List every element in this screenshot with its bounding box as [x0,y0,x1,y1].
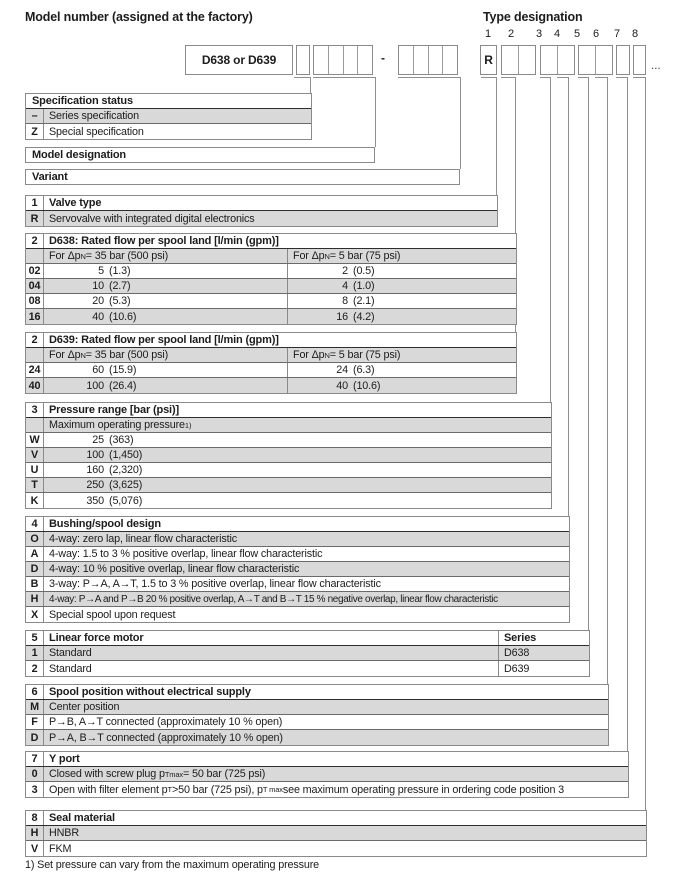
code-cell: X [26,607,44,622]
value-cell: 10 (2.7) [44,279,288,293]
section-pressure-range [25,402,552,509]
section-header-row [26,685,608,700]
model-number-dash: - [381,51,385,65]
section-title: Linear force motor [44,631,499,645]
desc-cell: 3-way: P→A, A→T, 1.5 to 3 % positive overlap, linear flow characteristic [49,578,381,590]
position-number-6: 6 [593,28,599,40]
desc-cell: Open with filter element p T >50 bar (725 psi), p T max see maximum operating pressure in ordering code position 3 [49,783,565,796]
table-row [26,448,551,463]
digit-cell [329,46,344,74]
value-cell: 40 (10.6) [44,309,288,324]
value-cell: 4 (1.0) [342,280,375,292]
section-header-row [26,403,551,418]
pressure-bushing-boxes [540,45,575,75]
section-header-row [26,752,628,767]
connector-line [481,77,496,78]
table-row [26,363,516,378]
digit-cell [443,46,457,74]
connector-line [627,77,628,751]
model-designation-boxes [313,45,373,75]
section-header-row [26,811,646,826]
connector-line [540,77,550,78]
variant-box: Variant [25,169,460,185]
code-cell: H [26,592,44,606]
series-cell: D639 [504,662,530,675]
flow-code-boxes [501,45,536,75]
code-cell: V [26,448,44,462]
desc-cell: Closed with screw plug p Tmax = 50 bar (725 psi) [49,768,266,780]
desc-cell: Servovalve with integrated digital electronics [49,212,255,225]
series-cell: D638 [504,647,530,659]
value-cell: 20 (5.3) [44,294,288,308]
value-cell: 24 (6.3) [336,364,375,376]
section-title: Bushing/spool design [49,518,161,530]
table-row [26,767,628,782]
table-row [26,562,569,577]
table-row [26,592,569,607]
desc-cell: P→B, A→T connected (approximately 10 % open) [49,716,283,728]
digit-cell [579,46,596,74]
section-number: 3 [26,403,44,417]
section-header-row [26,333,516,348]
value-cell: 2 (0.5) [342,265,375,277]
value-cell: 40 (10.6) [336,379,381,392]
table-row [26,433,551,448]
code-cell: 3 [26,782,44,797]
table-row [26,264,516,279]
table-row [26,841,646,856]
position-number-3: 3 [536,28,542,40]
code-cell [26,418,44,432]
section-number: 2 [26,234,44,248]
connector-line [501,77,515,78]
section-number: 5 [26,631,44,645]
code-cell: A [26,547,44,561]
code-cell: 2 [26,661,44,676]
column-header-row [26,249,516,264]
table-row [26,715,608,730]
desc-cell: Special specification [49,125,144,138]
digit-cell [558,46,574,74]
code-cell: 04 [26,279,44,293]
code-cell: H [26,826,44,840]
code-cell: W [26,433,44,447]
code-cell: D [26,730,44,745]
connector-line [568,77,569,516]
column-header: For Δp N = 5 bar (75 psi) [293,250,401,262]
position-number-2: 2 [508,28,514,40]
code-cell: O [26,532,44,546]
connector-line [550,77,551,402]
value-cell: 16 (4.2) [336,310,375,323]
table-row [26,646,589,661]
section-number: 6 [26,685,44,699]
code-cell: B [26,577,44,591]
code-cell: F [26,715,44,729]
section-title: D639: Rated flow per spool land [l/min (gpm)] [49,334,279,346]
value-cell: 160 (2,320) [86,464,143,476]
column-header: For Δp N = 35 bar (500 psi) [44,249,288,263]
code-cell [26,249,44,263]
digit-cell [414,46,429,74]
table-row [26,532,569,547]
footnote: 1) Set pressure can vary from the maximum operating pressure [25,859,320,871]
table-row [26,661,589,676]
code-cell: R [26,211,44,226]
table-row [26,279,516,294]
variant-boxes [398,45,458,75]
connector-line [557,77,568,78]
table-row [26,493,551,508]
section-header-row [26,631,589,646]
section-number: 2 [26,333,44,347]
section-flow-d639 [25,332,517,394]
section-number: 1 [26,196,44,210]
digit-cell [541,46,558,74]
section-y-port [25,751,629,798]
connector-line [294,77,310,78]
code-cell: U [26,463,44,477]
valve-type-code-box: R [480,45,497,75]
connector-line [375,77,376,147]
code-cell: – [26,109,44,123]
position-number-8: 8 [632,28,638,40]
section-header-row [26,234,516,249]
value-cell: 8 (2.1) [342,295,375,307]
digit-cell [344,46,359,74]
desc-cell: 4-way: 10 % positive overlap, linear flow characteristic [49,563,300,575]
table-row [26,211,497,226]
section-header-row [26,196,497,211]
column-header: For Δp N = 5 bar (75 psi) [293,349,401,361]
value-cell: 100 (26.4) [44,378,288,393]
section-number: 8 [26,811,44,825]
connector-line [310,77,311,93]
desc-cell: 4-way: 1.5 to 3 % positive overlap, linear flow characteristic [49,548,323,560]
code-cell: D [26,562,44,576]
digit-cell [519,46,535,74]
digit-cell [429,46,444,74]
desc-cell: 4-way: P→A and P→B 20 % positive overlap, A→T and B→T 15 % negative overlap, linear flow characteristic [49,593,498,605]
seal-box [633,45,646,75]
value-cell: 25 (363) [92,434,134,446]
table-row [26,478,551,493]
section-flow-d638 [25,233,517,325]
connector-line [578,77,588,78]
table-row [26,124,311,139]
position-number-5: 5 [574,28,580,40]
desc-cell: 4-way: zero lap, linear flow characteristic [49,533,237,545]
position-number-1: 1 [485,28,491,40]
value-cell: 60 (15.9) [44,363,288,377]
section-number: 4 [26,517,44,531]
code-cell: 0 [26,767,44,781]
section-title: Valve type [49,197,102,209]
table-header-row [26,94,311,109]
column-header: For Δp N = 35 bar (500 psi) [44,348,288,362]
value-cell: 5 (1.3) [44,264,288,278]
model-designation-box: Model designation [25,147,375,163]
desc-cell: Standard [44,661,499,676]
section-title: Spool position without electrical supply [49,686,251,698]
position-number-7: 7 [614,28,620,40]
model-number-title: Model number (assigned at the factory) [25,10,253,24]
section-valve-type [25,195,498,227]
value-cell: 100 (1,450) [86,449,143,461]
code-cell [26,348,44,362]
table-row [26,730,608,745]
desc-cell: HNBR [49,827,79,839]
type-designation-title: Type designation [483,10,583,24]
digit-cell [596,46,612,74]
section-title: Y port [49,753,80,765]
table-row [26,109,311,124]
code-cell: 16 [26,309,44,324]
digit-cell [314,46,329,74]
desc-cell: P→A, B→T connected (approximately 10 % open) [49,731,283,744]
section-seal-material [25,810,647,857]
table-row [26,378,516,393]
section-header-row [26,517,569,532]
table-row [26,700,608,715]
table-row [26,463,551,478]
connector-line [616,77,627,78]
spec-status-box [296,45,310,75]
table-title: Specification status [32,95,133,107]
digit-cell [358,46,372,74]
value-cell: 250 (3,625) [86,479,143,491]
table-row [26,607,569,622]
table-row [26,309,516,324]
table-row [26,782,628,797]
ellipsis: ... [651,58,661,72]
code-cell: T [26,478,44,492]
motor-spoolpos-boxes [578,45,613,75]
value-cell: 350 (5,076) [86,494,143,507]
section-bushing-spool [25,516,570,623]
spec-status-table [25,93,312,140]
section-title: Seal material [49,812,115,824]
code-cell: 1 [26,646,44,660]
column-header-row [26,418,551,433]
code-cell: K [26,493,44,508]
digit-cell [502,46,519,74]
yport-box [616,45,630,75]
table-row [26,826,646,841]
position-number-4: 4 [554,28,560,40]
section-number: 7 [26,752,44,766]
code-cell: 08 [26,294,44,308]
desc-cell: Center position [49,701,120,713]
section-linear-force-motor [25,630,590,677]
section-title: Pressure range [bar (psi)] [49,404,179,416]
column-header: Maximum operating pressure 1) [49,419,192,431]
connector-line [588,77,589,630]
code-cell: 24 [26,363,44,377]
connector-line [633,77,645,78]
connector-line [496,77,497,195]
desc-cell: Series specification [49,110,140,122]
connector-line [595,77,607,78]
section-spool-position [25,684,609,746]
connector-line [607,77,608,684]
code-cell: M [26,700,44,714]
connector-line [645,77,646,810]
column-header-row [26,348,516,363]
code-cell: 02 [26,264,44,278]
table-row [26,577,569,592]
table-row [26,547,569,562]
desc-cell: FKM [49,842,72,855]
connector-line [460,77,461,169]
code-cell: V [26,841,44,856]
section-title: D638: Rated flow per spool land [l/min (gpm)] [49,235,279,247]
desc-cell: Standard [44,646,499,660]
code-cell: 40 [26,378,44,393]
connector-line [313,77,375,78]
factory-model-box: D638 or D639 [185,45,293,75]
digit-cell [399,46,414,74]
desc-cell: Special spool upon request [49,608,176,621]
series-column-header: Series [504,632,537,644]
connector-line [398,77,460,78]
table-row [26,294,516,309]
code-cell: Z [26,124,44,139]
